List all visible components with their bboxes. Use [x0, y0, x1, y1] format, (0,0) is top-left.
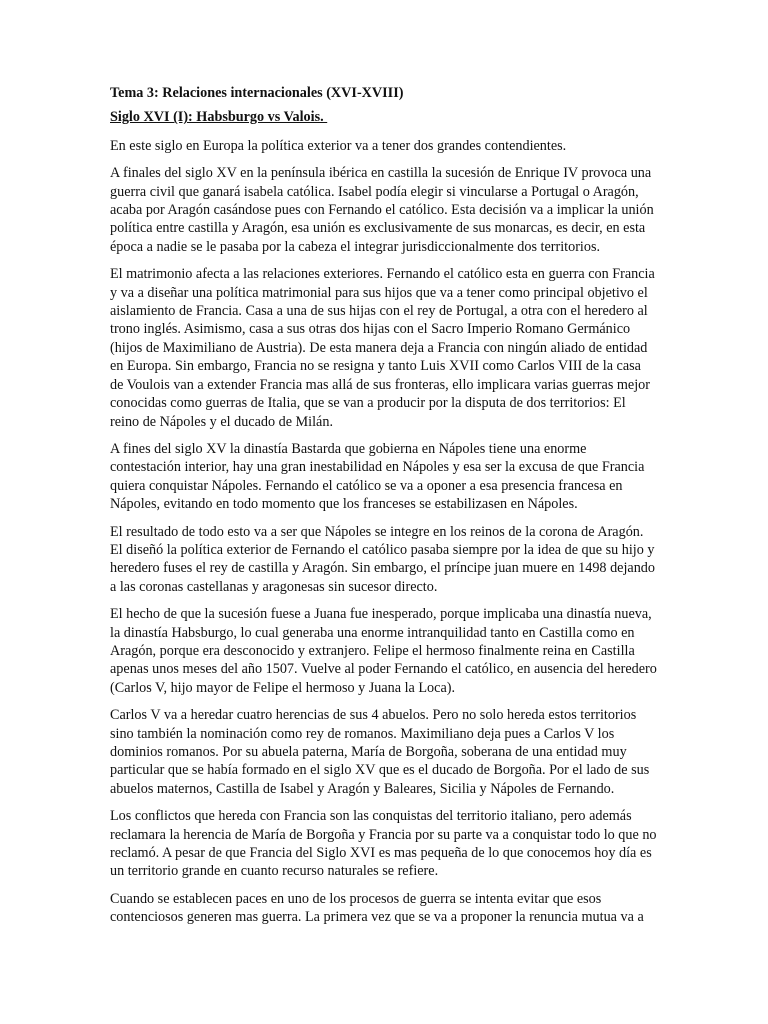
paragraph: [110, 164, 658, 256]
document-body: [110, 137, 658, 927]
text-line: un territorio grande en cuanto recurso naturales se refiere.: [110, 863, 439, 880]
text-line: heredero fuses el rey de castilla y Aragón. Sin embargo, el príncipe juan muere en 1498 dejando: [110, 560, 655, 577]
text-line: (Carlos V, hijo mayor de Felipe el hermoso y Juana la Loca).: [110, 679, 456, 696]
section-heading: Siglo XVI (I): Habsburgo vs Valois.: [110, 109, 328, 126]
text-line: guerra civil que ganará isabela católica. Isabel podía elegir si vincularse a Portugal o Aragón,: [110, 183, 639, 200]
text-line: trono inglés. Asimismo, casa a sus otras dos hijas con el Sacro Imperio Romano Germánico: [110, 321, 631, 338]
text-line: Carlos V va a heredar cuatro herencias de sus 4 abuelos. Pero no solo hereda estos territorios: [110, 707, 637, 724]
text-line: de Voulois van a extender Francia mas allá de sus fronteras, ello implicara varias guerras mejor: [110, 376, 650, 393]
paragraph: [110, 605, 658, 697]
paragraph: [110, 523, 658, 597]
text-line: reino de Nápoles y el ducado de Milán.: [110, 413, 333, 430]
paragraph: [110, 890, 658, 927]
text-line: dominios romanos. Por su abuela paterna, María de Borgoña, soberana de una entidad muy: [110, 744, 627, 760]
text-line: la dinastía Habsburgo, lo cual generaba una enorme intranquilidad tanto en Castilla como en: [110, 624, 635, 641]
text-line: reclamara la herencia de María de Borgoña y Francia por su parte va a conquistar todo lo que no: [110, 826, 657, 843]
text-line: apenas unos meses del año 1507. Vuelve al poder Fernando el católico, en ausencia del heredero: [110, 661, 657, 678]
text-line: quiera conquistar Nápoles. Fernando el católico se va a oponer a esa presencia francesa en: [110, 477, 623, 494]
text-line: sino también la nominación como rey de romanos. Maximiliano deja pues a Carlos V los: [110, 725, 615, 742]
paragraph: [110, 706, 658, 798]
text-line: particular que se había formado en el siglo XV que es el ducado de Borgoña. Por el lado de sus: [110, 762, 650, 779]
text-line: aislamiento de Francia. Casa a una de sus hijas con el rey de Portugal, a otra con el heredero al: [110, 303, 648, 320]
text-line: época a nadie se le pasaba por la cabeza el integrar jurisdiccionalmente dos territorios.: [110, 238, 601, 255]
paragraph: [110, 265, 658, 431]
text-line: En este siglo en Europa la política exterior va a tener dos grandes contendientes.: [110, 137, 567, 154]
text-line: El diseñó la política exterior de Fernando el católico pasaba siempre por la idea de que su hijo y: [110, 541, 655, 558]
text-line: política entre castilla y Aragón, esa unión es exclusivamente de sus monarcas, es decir, en esta: [110, 220, 646, 237]
text-line: Los conflictos que hereda con Francia son las conquistas del territorio italiano, pero además: [110, 808, 632, 825]
text-line: Aragón, porque era desconocido y extranjero. Felipe el hermoso finalmente reina en Castilla: [110, 642, 635, 659]
text-line: y va a diseñar una política matrimonial para sus hijos que va a tener como principal objetivo el: [110, 284, 648, 301]
text-line: (hijos de Maximiliano de Austria). De esta manera deja a Francia con ningún aliado de entidad: [110, 339, 648, 356]
text-line: conocidas como guerras de Italia, que se van a producir por la disputa de dos territorios: El: [110, 395, 626, 412]
text-line: en Europa. Sin embargo, Francia no se resigna y tanto Luis XVII como Carlos VIII de la casa: [110, 358, 641, 375]
text-line: reclamó. A pesar de que Francia del Siglo XVI es mas pequeña de lo que conocemos hoy día es: [110, 845, 652, 862]
text-line: El resultado de todo esto va a ser que Nápoles se integre en los reinos de la corona de Aragón.: [110, 523, 644, 540]
text-line: acaba por Aragón casándose pues con Fernando el católico. Esta decisión va a implicar la unión: [110, 202, 654, 219]
paragraph: [110, 807, 658, 881]
text-line: El hecho de que la sucesión fuese a Juana fue inesperado, porque implicaba una dinastía nueva,: [110, 606, 652, 623]
text-line: contenciosos generen mas guerra. La primera vez que se va a proponer la renuncia mutua va a: [110, 909, 644, 926]
text-line: A finales del siglo XV en la península ibérica en castilla la sucesión de Enrique IV provoca una: [110, 165, 652, 182]
text-line: A fines del siglo XV la dinastía Bastarda que gobierna en Nápoles tiene una enorme: [110, 440, 587, 457]
text-line: a las coronas castellanas y aragonesas sin sucesor directo.: [110, 578, 438, 595]
paragraph: [110, 137, 658, 155]
text-line: abuelos maternos, Castilla de Isabel y Aragón y Baleares, Sicilia y Nápoles de Fernando.: [110, 780, 615, 797]
text-line: Cuando se establecen paces en uno de los procesos de guerra se intenta evitar que esos: [110, 890, 602, 907]
text-line: Nápoles, evitando en todo momento que los franceses se estabilizasen en Nápoles.: [110, 496, 578, 513]
document-page: [110, 84, 658, 936]
text-line: El matrimonio afecta a las relaciones exteriores. Fernando el católico esta en guerra con Francia: [110, 266, 655, 283]
paragraph: [110, 440, 658, 514]
document-title: Tema 3: Relaciones internacionales (XVI-XVIII): [110, 85, 404, 101]
text-line: contestación interior, hay una gran inestabilidad en Nápoles y esa ser la excusa de que Francia: [110, 459, 645, 476]
